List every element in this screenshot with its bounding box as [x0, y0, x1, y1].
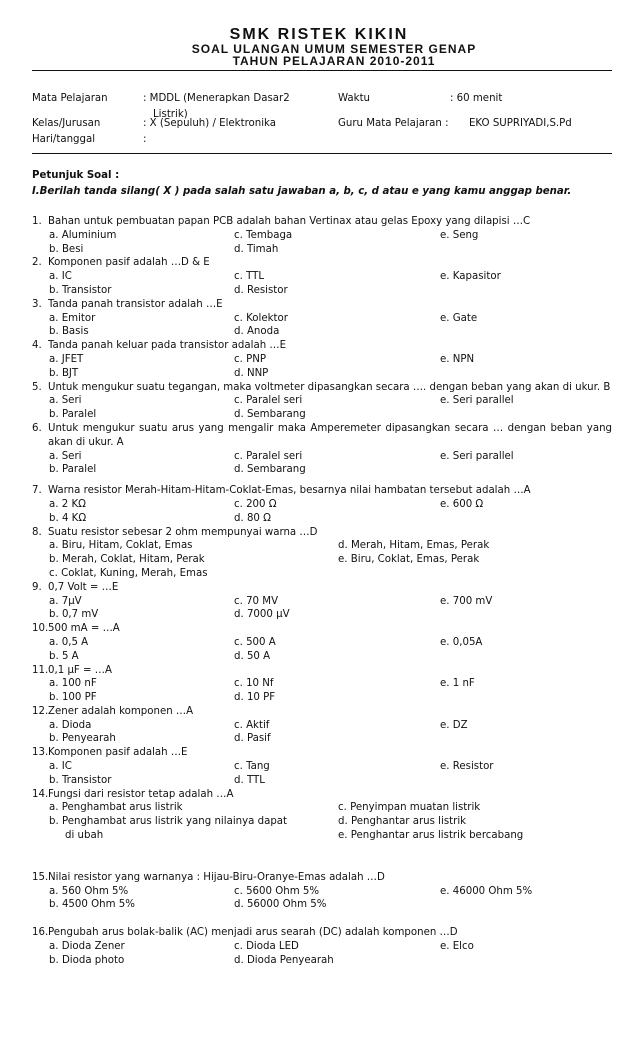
option-c: c. Dioda LED — [234, 941, 299, 953]
question-text: Tanda panah transistor adalah …E — [48, 298, 223, 310]
answer-options — [32, 595, 612, 623]
option-row — [32, 450, 612, 464]
option-b: b. 100 PF — [49, 692, 97, 704]
option-row — [32, 408, 612, 422]
option-b: b. 4 KΩ — [49, 512, 87, 524]
question-16 — [32, 926, 612, 967]
question-text-row — [32, 622, 612, 636]
option-e: e. Penghantar arus listrik bercabang — [338, 830, 524, 842]
spacer — [32, 477, 612, 484]
option-row — [32, 774, 612, 788]
question-text-row — [32, 705, 612, 719]
answer-options — [32, 719, 612, 747]
exam-title: SOAL ULANGAN UMUM SEMESTER GENAP — [191, 42, 477, 56]
option-a: a. 100 nF — [49, 678, 97, 690]
question-1 — [32, 215, 612, 256]
option-a: a. 7μV — [49, 595, 82, 607]
option-row — [32, 270, 612, 284]
option-b: b. Penyearah — [49, 733, 116, 745]
question-number: 8. — [32, 526, 42, 538]
question-14 — [32, 788, 612, 871]
question-text: 0,1 μF = …A — [48, 664, 112, 676]
question-text-row — [32, 256, 612, 270]
answer-options — [32, 677, 612, 705]
option-b: b. Merah, Coklat, Hitam, Perak — [49, 554, 205, 566]
option-b: b. Paralel — [49, 409, 97, 421]
option-e: e. DZ — [440, 719, 468, 731]
question-text-row — [32, 422, 612, 450]
option-b: b. 0,7 mV — [49, 609, 99, 621]
question-number: 3. — [32, 298, 42, 310]
option-d: d. Sembarang — [234, 409, 306, 421]
option-a: a. Aluminium — [49, 229, 117, 241]
option-a: a. Dioda Zener — [49, 941, 125, 953]
question-number: 15. — [32, 871, 49, 883]
option-row — [32, 539, 612, 553]
question-text: Bahan untuk pembuatan papan PCB adalah bahan Vertinax atau gelas Epoxy yang dilapisi …C — [48, 216, 531, 227]
question-text: Fungsi dari resistor tetap adalah …A — [48, 788, 234, 800]
option-e: e. Biru, Coklat, Emas, Perak — [338, 554, 480, 566]
option-row — [32, 719, 612, 733]
question-text: Zener adalah komponen …A — [48, 705, 194, 717]
option-c: c. Aktif — [234, 719, 270, 731]
answer-options — [32, 270, 612, 298]
instructions-text: I.Berilah tanda silang( X ) pada salah satu jawaban a, b, c, d atau e yang kamu anggap benar. — [32, 186, 572, 197]
question-text: Komponen pasif adalah …E — [48, 747, 188, 759]
option-row — [32, 815, 612, 829]
option-d: d. 56000 Ohm 5% — [234, 899, 327, 911]
option-b-cont: di ubah — [65, 830, 104, 842]
option-c: c. Penyimpan muatan listrik — [338, 802, 481, 814]
question-number: 4. — [32, 340, 42, 352]
option-row — [32, 498, 612, 512]
option-c: c. Coklat, Kuning, Merah, Emas — [49, 567, 208, 579]
question-text-row — [32, 339, 612, 353]
option-row — [32, 567, 612, 581]
option-row — [32, 325, 612, 339]
question-text-row — [32, 381, 612, 395]
question-4 — [32, 339, 612, 380]
option-a: a. IC — [49, 271, 72, 283]
answer-options — [32, 539, 612, 580]
option-a: a. 560 Ohm 5% — [49, 885, 129, 897]
option-row — [32, 801, 612, 815]
option-e: e. Seri parallel — [440, 395, 514, 407]
teacher-label: Guru Mata Pelajaran : — [338, 118, 449, 129]
answer-options — [32, 450, 612, 478]
question-11 — [32, 664, 612, 705]
question-number: 13. — [32, 747, 49, 759]
date-value: : — [143, 134, 147, 145]
option-c: c. 5600 Ohm 5% — [234, 885, 320, 897]
option-e: e. NPN — [440, 353, 475, 365]
option-d: d. 10 PF — [234, 692, 276, 704]
option-a: a. JFET — [49, 353, 84, 365]
option-row — [32, 677, 612, 691]
option-b: b. 4500 Ohm 5% — [49, 899, 135, 911]
question-number: 7. — [32, 485, 42, 497]
option-c: c. Tembaga — [234, 229, 293, 241]
option-b: b. BJT — [49, 367, 79, 379]
option-row — [32, 463, 612, 477]
option-row — [32, 760, 612, 774]
question-text: Pengubah arus bolak-balik (AC) menjadi arus searah (DC) adalah komponen …D — [48, 927, 458, 939]
option-d: d. Penghantar arus listrik — [338, 816, 467, 828]
option-d: d. Timah — [234, 243, 279, 255]
academic-year: TAHUN PELAJARAN 2010-2011 — [232, 54, 436, 68]
option-row — [32, 829, 612, 843]
question-5 — [32, 381, 612, 422]
option-d: d. TTL — [234, 774, 265, 786]
answer-options — [32, 312, 612, 340]
question-text: Untuk mengukur suatu arus yang mengalir maka Amperemeter dipasangkan secara … dengan beban yang akan di ukur. A — [48, 422, 612, 448]
option-c: c. 200 Ω — [234, 498, 277, 510]
option-row — [32, 885, 612, 899]
option-a: a. Penghambat arus listrik — [49, 802, 183, 814]
question-number: 16. — [32, 927, 49, 939]
time-value: : 60 menit — [450, 93, 503, 104]
option-e: e. Elco — [440, 941, 474, 953]
question-number: 11. — [32, 664, 49, 676]
option-b: b. Transistor — [49, 284, 112, 296]
option-c: c. TTL — [234, 271, 265, 283]
option-a: a. Emitor — [49, 312, 96, 324]
subject-label: Mata Pelajaran — [32, 93, 108, 104]
question-number: 2. — [32, 257, 42, 269]
option-e: e. Seri parallel — [440, 450, 514, 462]
question-3 — [32, 298, 612, 339]
option-a: a. IC — [49, 761, 72, 773]
question-15 — [32, 871, 612, 926]
question-text-row — [32, 526, 612, 540]
option-row — [32, 898, 612, 912]
answer-options — [32, 394, 612, 422]
time-label: Waktu — [338, 93, 371, 104]
option-row — [32, 312, 612, 326]
question-number: 6. — [32, 422, 42, 434]
option-d: d. 80 Ω — [234, 512, 271, 524]
question-text-row — [32, 926, 612, 940]
option-e: e. Seng — [440, 229, 479, 241]
option-row — [32, 732, 612, 746]
option-row — [32, 608, 612, 622]
option-e: e. Kapasitor — [440, 271, 501, 283]
option-e: e. 46000 Ohm 5% — [440, 885, 533, 897]
question-9 — [32, 581, 612, 622]
option-a: a. Seri — [49, 395, 82, 407]
info-rule — [32, 153, 612, 154]
answer-options — [32, 636, 612, 664]
option-row — [32, 595, 612, 609]
option-c: c. 10 Nf — [234, 678, 274, 690]
question-6 — [32, 422, 612, 484]
option-d: d. 50 A — [234, 650, 271, 662]
question-number: 9. — [32, 581, 42, 593]
option-row — [32, 367, 612, 381]
answer-options — [32, 353, 612, 381]
option-c: c. Tang — [234, 761, 270, 773]
question-text: Komponen pasif adalah …D & E — [48, 257, 210, 269]
option-c: c. PNP — [234, 353, 266, 365]
option-row — [32, 512, 612, 526]
question-text-row — [32, 298, 612, 312]
question-2 — [32, 256, 612, 297]
option-d: d. Pasif — [234, 733, 271, 745]
option-b: b. Dioda photo — [49, 954, 125, 966]
question-13 — [32, 746, 612, 787]
option-b: b. Basis — [49, 326, 89, 338]
option-e: e. 1 nF — [440, 678, 475, 690]
question-number: 12. — [32, 705, 49, 717]
spacer — [32, 843, 612, 871]
option-row — [32, 243, 612, 257]
question-7 — [32, 484, 612, 525]
question-text: 0,7 Volt = …E — [48, 581, 119, 593]
option-b: b. Paralel — [49, 464, 97, 476]
question-10 — [32, 622, 612, 663]
question-number: 10. — [32, 623, 49, 635]
answer-options — [32, 229, 612, 257]
option-a: a. Dioda — [49, 719, 92, 731]
option-a: a. 2 KΩ — [49, 498, 86, 510]
question-list — [32, 215, 612, 968]
question-text-row — [32, 788, 612, 802]
option-b: b. Penghambat arus listrik yang nilainya dapat — [49, 816, 288, 828]
instructions — [32, 168, 612, 200]
question-text: 500 mA = …A — [48, 623, 120, 635]
option-row — [32, 353, 612, 367]
question-number: 5. — [32, 381, 42, 393]
option-row — [32, 691, 612, 705]
option-c: c. Paralel seri — [234, 395, 303, 407]
option-c: c. 500 A — [234, 636, 276, 648]
option-e: e. 700 mV — [440, 595, 493, 607]
subject-value: : MDDL (Menerapkan Dasar2 — [143, 93, 290, 104]
question-text-row — [32, 215, 612, 229]
option-row — [32, 940, 612, 954]
question-text-row — [32, 746, 612, 760]
instructions-title: Petunjuk Soal : — [32, 170, 120, 181]
option-b: b. Transistor — [49, 774, 112, 786]
option-d: d. Merah, Hitam, Emas, Perak — [338, 540, 490, 552]
option-e: e. Resistor — [440, 761, 494, 773]
answer-options — [32, 498, 612, 526]
option-d: d. NNP — [234, 367, 269, 379]
answer-options — [32, 940, 612, 968]
question-text: Untuk mengukur suatu tegangan, maka voltmeter dipasangkan secara …. dengan beban yang akan di ukur. B — [48, 381, 611, 393]
question-text: Warna resistor Merah-Hitam-Hitam-Coklat-Emas, besarnya nilai hambatan tersebut adalah …A — [48, 485, 531, 497]
option-d: d. Resistor — [234, 284, 288, 296]
class-value: : X (Sepuluh) / Elektronika — [143, 118, 277, 129]
spacer — [32, 912, 612, 926]
option-a: a. Biru, Hitam, Coklat, Emas — [49, 540, 193, 552]
option-d: d. 7000 μV — [234, 609, 290, 621]
question-text: Suatu resistor sebesar 2 ohm mempunyai warna …D — [48, 526, 318, 538]
question-text-row — [32, 664, 612, 678]
answer-options — [32, 760, 612, 788]
question-12 — [32, 705, 612, 746]
option-c: c. Paralel seri — [234, 450, 303, 462]
option-d: d. Sembarang — [234, 464, 306, 476]
option-c: c. 70 MV — [234, 595, 279, 607]
option-row — [32, 229, 612, 243]
option-e: e. Gate — [440, 312, 478, 324]
option-c: c. Kolektor — [234, 312, 288, 324]
option-row — [32, 394, 612, 408]
question-text-row — [32, 871, 612, 885]
question-text-row — [32, 484, 612, 498]
option-e: e. 600 Ω — [440, 498, 484, 510]
header-rule — [32, 70, 612, 71]
option-row — [32, 553, 612, 567]
subject-value-cont: Listrik) — [153, 109, 188, 120]
option-a: a. 0,5 A — [49, 636, 89, 648]
option-b: b. 5 A — [49, 650, 79, 662]
option-row — [32, 954, 612, 968]
option-a: a. Seri — [49, 450, 82, 462]
question-text: Tanda panah keluar pada transistor adalah …E — [48, 340, 287, 352]
option-d: d. Anoda — [234, 326, 280, 338]
question-text: Nilai resistor yang warnanya : Hijau-Biru-Oranye-Emas adalah …D — [48, 871, 385, 883]
teacher-value: EKO SUPRIYADI,S.Pd — [469, 118, 572, 129]
question-8 — [32, 526, 612, 581]
date-label: Hari/tanggal — [32, 134, 96, 145]
answer-options — [32, 885, 612, 913]
option-row — [32, 650, 612, 664]
option-row — [32, 636, 612, 650]
question-number: 1. — [32, 216, 42, 227]
class-label: Kelas/Jurusan — [32, 118, 101, 129]
question-text-row — [32, 581, 612, 595]
option-d: d. Dioda Penyearah — [234, 954, 334, 966]
answer-options — [32, 801, 612, 842]
option-e: e. 0,05A — [440, 636, 483, 648]
school-name: SMK RISTEK KIKIN — [229, 26, 409, 43]
option-b: b. Besi — [49, 243, 84, 255]
option-row — [32, 284, 612, 298]
question-number: 14. — [32, 788, 49, 800]
